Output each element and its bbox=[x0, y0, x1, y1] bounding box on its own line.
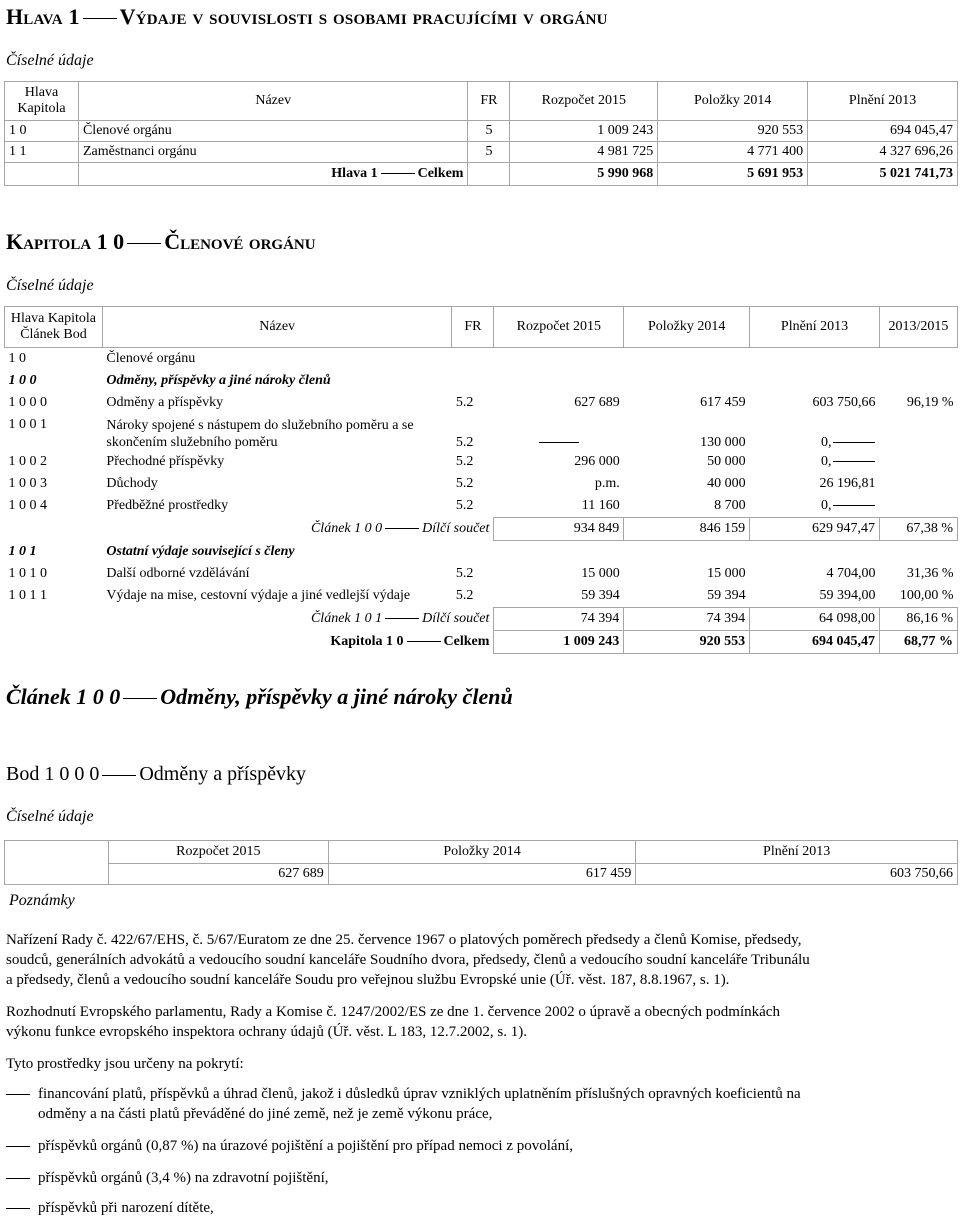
section-label: Číselné údaje bbox=[6, 808, 94, 825]
table-row: 1 0 1 0 Další odborné vzdělávání 5.2 15 000 15 000 4 704,00 31,36 % bbox=[8, 566, 954, 581]
table-row: 627 689 617 459 603 750,66 bbox=[5, 864, 958, 885]
table-row: 1 0 0 Odměny, příspěvky a jiné nároky členů bbox=[8, 373, 331, 388]
section-label: Číselné údaje bbox=[6, 52, 94, 69]
table-row: 1 0 1 1 Výdaje na mise, cestovní výdaje a jiné vedlejší výdaje 5.2 59 394 59 394 59 394,00 100,00 % bbox=[8, 588, 954, 604]
bullet-dash bbox=[6, 1094, 30, 1095]
table-total-row: Kapitola 1 0 Celkem 1 009 243 920 553 694 045,47 68,77 % bbox=[5, 631, 958, 654]
empty-value-dash bbox=[539, 442, 579, 443]
kapitola-title: Kapitola 1 0 Členové orgánu bbox=[6, 229, 316, 254]
section-label: Číselné údaje bbox=[6, 277, 94, 294]
table-header-row: Poznámky Rozpočet 2015 Položky 2014 Plnění 2013 bbox=[5, 841, 958, 864]
list-item: financování platů, příspěvků a úhrad členů, jakož i důsledků úprav vzniklých uplatněním příslušných opravných koeficientů na odměny a na části platů převáděné do jiné země, než je země výkonu práce, bbox=[6, 1084, 956, 1124]
bullet-dash bbox=[6, 1208, 30, 1209]
col-header-fr: FR bbox=[468, 82, 510, 121]
col-header-nazev: Název bbox=[102, 307, 452, 348]
col-header-ratio: 2013/2015 bbox=[879, 307, 957, 348]
col-header-code: Hlava Kapitola Článek Bod bbox=[5, 307, 103, 348]
table-row: 1 0 0 2 Přechodné příspěvky 5.2 296 000 50 000 0, bbox=[5, 451, 958, 473]
table-row: 1 0 Členové orgánu 5 1 009 243 920 553 694 045,47 bbox=[5, 121, 958, 142]
note-paragraph: Tyto prostředky jsou určeny na pokrytí: bbox=[6, 1056, 244, 1072]
clanek-title: Článek 1 0 0 Odměny, příspěvky a jiné nároky členů bbox=[6, 684, 513, 709]
table-row: 1 0 0 4 Předběžné prostředky 5.2 11 160 8 700 0, bbox=[5, 495, 958, 518]
title-dash bbox=[102, 775, 136, 776]
list-item: příspěvků orgánů (0,87 %) na úrazové pojištění a pojištění pro případ nemoci z povolání, bbox=[6, 1136, 956, 1156]
table-row: 1 1 Zaměstnanci orgánu 5 4 981 725 4 771 400 4 327 696,26 bbox=[5, 142, 958, 163]
title-dash bbox=[83, 18, 117, 19]
bullet-dash bbox=[6, 1178, 30, 1179]
bod-table bbox=[4, 840, 958, 909]
table-row: 1 0 Členové orgánu bbox=[8, 351, 196, 366]
col-header-nazev: Název bbox=[78, 82, 468, 121]
subtotal-row: Článek 1 0 1 Dílčí součet 74 394 74 394 64 098,00 86,16 % bbox=[5, 608, 958, 631]
table-row: 1 0 0 1 Nároky spojené s nástupem do služebního poměru a se skončením služebního poměru 5.2 130 000 0, bbox=[5, 414, 958, 451]
col-header-polozky: Položky 2014 bbox=[658, 82, 808, 121]
title-dash bbox=[127, 243, 161, 244]
kapitola-detail-table bbox=[4, 306, 958, 654]
table-row: 1 0 0 0 Odměny a příspěvky 5.2 627 689 617 459 603 750,66 96,19 % bbox=[8, 395, 954, 410]
col-header-polozky: Položky 2014 bbox=[624, 307, 750, 348]
table-total-row: Hlava 1 Celkem 5 990 968 5 691 953 5 021 741,73 bbox=[5, 163, 958, 186]
table-header-row bbox=[5, 307, 958, 348]
subtotal-row: Článek 1 0 0 Dílčí součet 934 849 846 159 629 947,47 67,38 % bbox=[5, 518, 958, 541]
subtotal-label: Článek 1 0 0 Dílčí součet bbox=[310, 521, 490, 536]
list-item: příspěvků při narození dítěte, bbox=[6, 1198, 956, 1218]
col-header-fr: FR bbox=[452, 307, 494, 348]
col-header-plneni: Plnění 2013 bbox=[808, 82, 958, 121]
table-row: 1 0 1 Ostatní výdaje související s členy bbox=[8, 543, 295, 559]
col-header-plneni: Plnění 2013 bbox=[750, 307, 880, 348]
col-header-rozpocet: Rozpočet 2015 bbox=[494, 307, 624, 348]
main-title: Hlava 1 Výdaje v souvislosti s osobami pracujícími v orgánu bbox=[6, 4, 608, 29]
poznamky-label: Poznámky bbox=[9, 892, 75, 909]
subtotal-label: Článek 1 0 1 Dílčí součet bbox=[310, 611, 490, 626]
note-paragraph: Rozhodnutí Evropského parlamentu, Rady a Komise č. 1247/2002/ES ze dne 1. července 2002 o úpravě a obecných podmínkách výkonu funkce evropského inspektora ochrany údajů (Úř. věst. L 183, 12.7.2002, s. 1). bbox=[6, 1004, 780, 1040]
list-item: příspěvků orgánů (3,4 %) na zdravotní pojištění, bbox=[6, 1168, 956, 1188]
col-header-rozpocet: Rozpočet 2015 bbox=[510, 82, 658, 121]
title-dash bbox=[123, 698, 157, 699]
bod-title: Bod 1 0 0 0 Odměny a příspěvky bbox=[6, 763, 306, 785]
hlava-summary-table bbox=[4, 81, 958, 186]
col-header-hlava-kapitola: Hlava Kapitola bbox=[5, 82, 79, 121]
table-row: 1 0 0 3 Důchody 5.2 p.m. 40 000 26 196,81 bbox=[8, 476, 876, 491]
total-label: Hlava 1 Celkem bbox=[78, 163, 468, 186]
table-header-row bbox=[5, 82, 958, 121]
total-label: Kapitola 1 0 Celkem bbox=[330, 634, 490, 649]
bullet-dash bbox=[6, 1146, 30, 1147]
note-paragraph: Nařízení Rady č. 422/67/EHS, č. 5/67/Euratom ze dne 25. července 1967 o platových poměrech předsedy a členů Komise, předsedy, soudců, generálních advokátů a vedoucího soudní kanceláře Soudního dvora, předsedy, členů a vedoucího soudní kanceláře Tribunálu a předsedy, členů a vedoucího soudní kanceláře Soudu pro veřejnou službu Evropské unie (Úř. věst. 187, 8.8.1967, s. 1). bbox=[6, 932, 810, 988]
